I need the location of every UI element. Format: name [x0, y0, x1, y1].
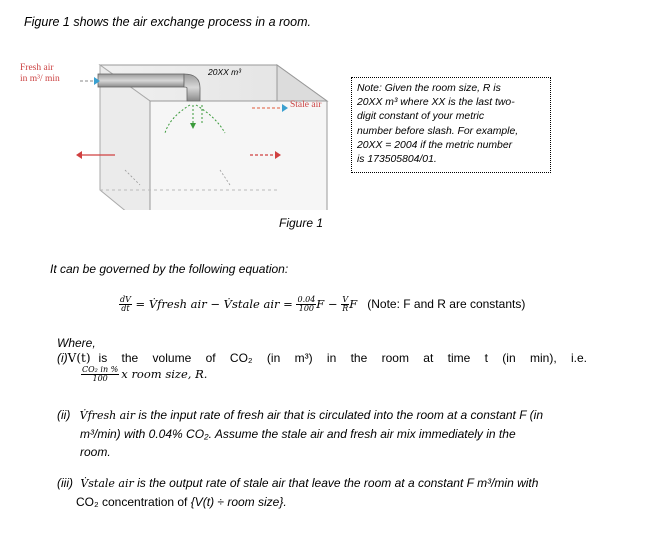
dv-dt-fraction: [119, 296, 132, 313]
item-3-label: (iii): [57, 476, 73, 490]
item-2-text-2: m³/min) with 0.04% CO₂. Assume the stale air and fresh air mix immediately in the: [80, 427, 516, 441]
fresh-air-label-line1: Fresh air: [20, 63, 54, 73]
item-1-text: is the volume of CO₂ (in m³) in the room at time t (in min), i.e.: [98, 351, 587, 365]
note-line: 20XX = 2004 if the metric number: [357, 139, 513, 151]
definition-item-2: [57, 406, 587, 461]
co2-numerator: 0.04: [297, 294, 316, 304]
v-numerator: V: [342, 294, 349, 304]
intro-text: Figure 1 shows the air exchange process in a room.: [24, 15, 311, 29]
note-line: digit constant of your metric: [357, 111, 485, 123]
v-fresh-air: V̇fresh air: [148, 297, 207, 311]
co2-denominator: 100: [298, 303, 315, 313]
fresh-air-pipe: [98, 74, 184, 87]
fresh-air-label: [20, 63, 60, 85]
note-line: Note: Given the room size, R is: [357, 83, 501, 94]
item-1-rest: x room size, R.: [121, 367, 208, 381]
room-size-label: 20XX m³: [208, 67, 242, 77]
co2-percent-numerator: CO₂ in %: [82, 364, 119, 374]
item-1-line-2: [81, 365, 587, 383]
governing-equation: [119, 290, 525, 318]
r-denominator: R: [342, 303, 349, 313]
item-2-line-1: [57, 406, 587, 425]
equals-sign: =: [131, 297, 149, 311]
item-3-text-1: is the output rate of stale air that leave the room at a constant F m³/min with: [137, 476, 539, 490]
room-front-face: [150, 101, 327, 210]
v-stale-air: V̇stale air: [223, 297, 280, 311]
item-1-label: (i): [57, 351, 68, 365]
item-3-line-2: [76, 493, 587, 511]
v-fresh-air-def: V̇fresh air: [79, 409, 136, 422]
item-3-text-2a: CO₂ concentration of: [76, 495, 188, 509]
co2-percent-denominator: 100: [92, 373, 108, 383]
note-line: is 173505804/01.: [357, 154, 437, 166]
constants-note: (Note: F and R are constants): [367, 297, 526, 311]
co2-percent-fraction: [81, 366, 119, 383]
definition-item-3: [57, 474, 587, 511]
note-box: [351, 77, 551, 173]
item-2-text-1: is the input rate of fresh air that is circulated into the room at a constant F (in: [138, 408, 544, 422]
dv: dV: [120, 294, 131, 304]
where-label: Where,: [57, 336, 96, 350]
co2-fraction: [296, 296, 316, 313]
f-term: F −: [316, 297, 342, 311]
dt: dt: [121, 303, 130, 313]
item-2-text-3: room.: [80, 445, 111, 459]
mix-left-arrow-icon: [76, 151, 82, 159]
figure-caption: Figure 1: [279, 216, 324, 230]
item-3-line-1: [57, 474, 587, 493]
room-diagram: [20, 55, 360, 210]
note-line: number before slash. For example,: [357, 125, 519, 137]
v-of-t: V(t): [67, 351, 91, 365]
governed-text: It can be governed by the following equation:: [50, 262, 289, 276]
equals-sign: =: [279, 297, 297, 311]
item-3-text-2b: {V(t) ÷ room size}.: [190, 495, 287, 509]
f-term-2: F: [349, 297, 358, 311]
note-line: 20XX m³ where XX is the last two-: [357, 97, 515, 109]
fresh-air-label-line2: in m³/ min: [20, 74, 60, 84]
v-stale-air-def: V̇stale air: [80, 477, 134, 490]
stale-air-label: Stale air: [290, 100, 322, 110]
minus-sign: −: [206, 297, 224, 311]
item-2-label: (ii): [57, 408, 71, 422]
definition-item-1: [57, 349, 587, 383]
